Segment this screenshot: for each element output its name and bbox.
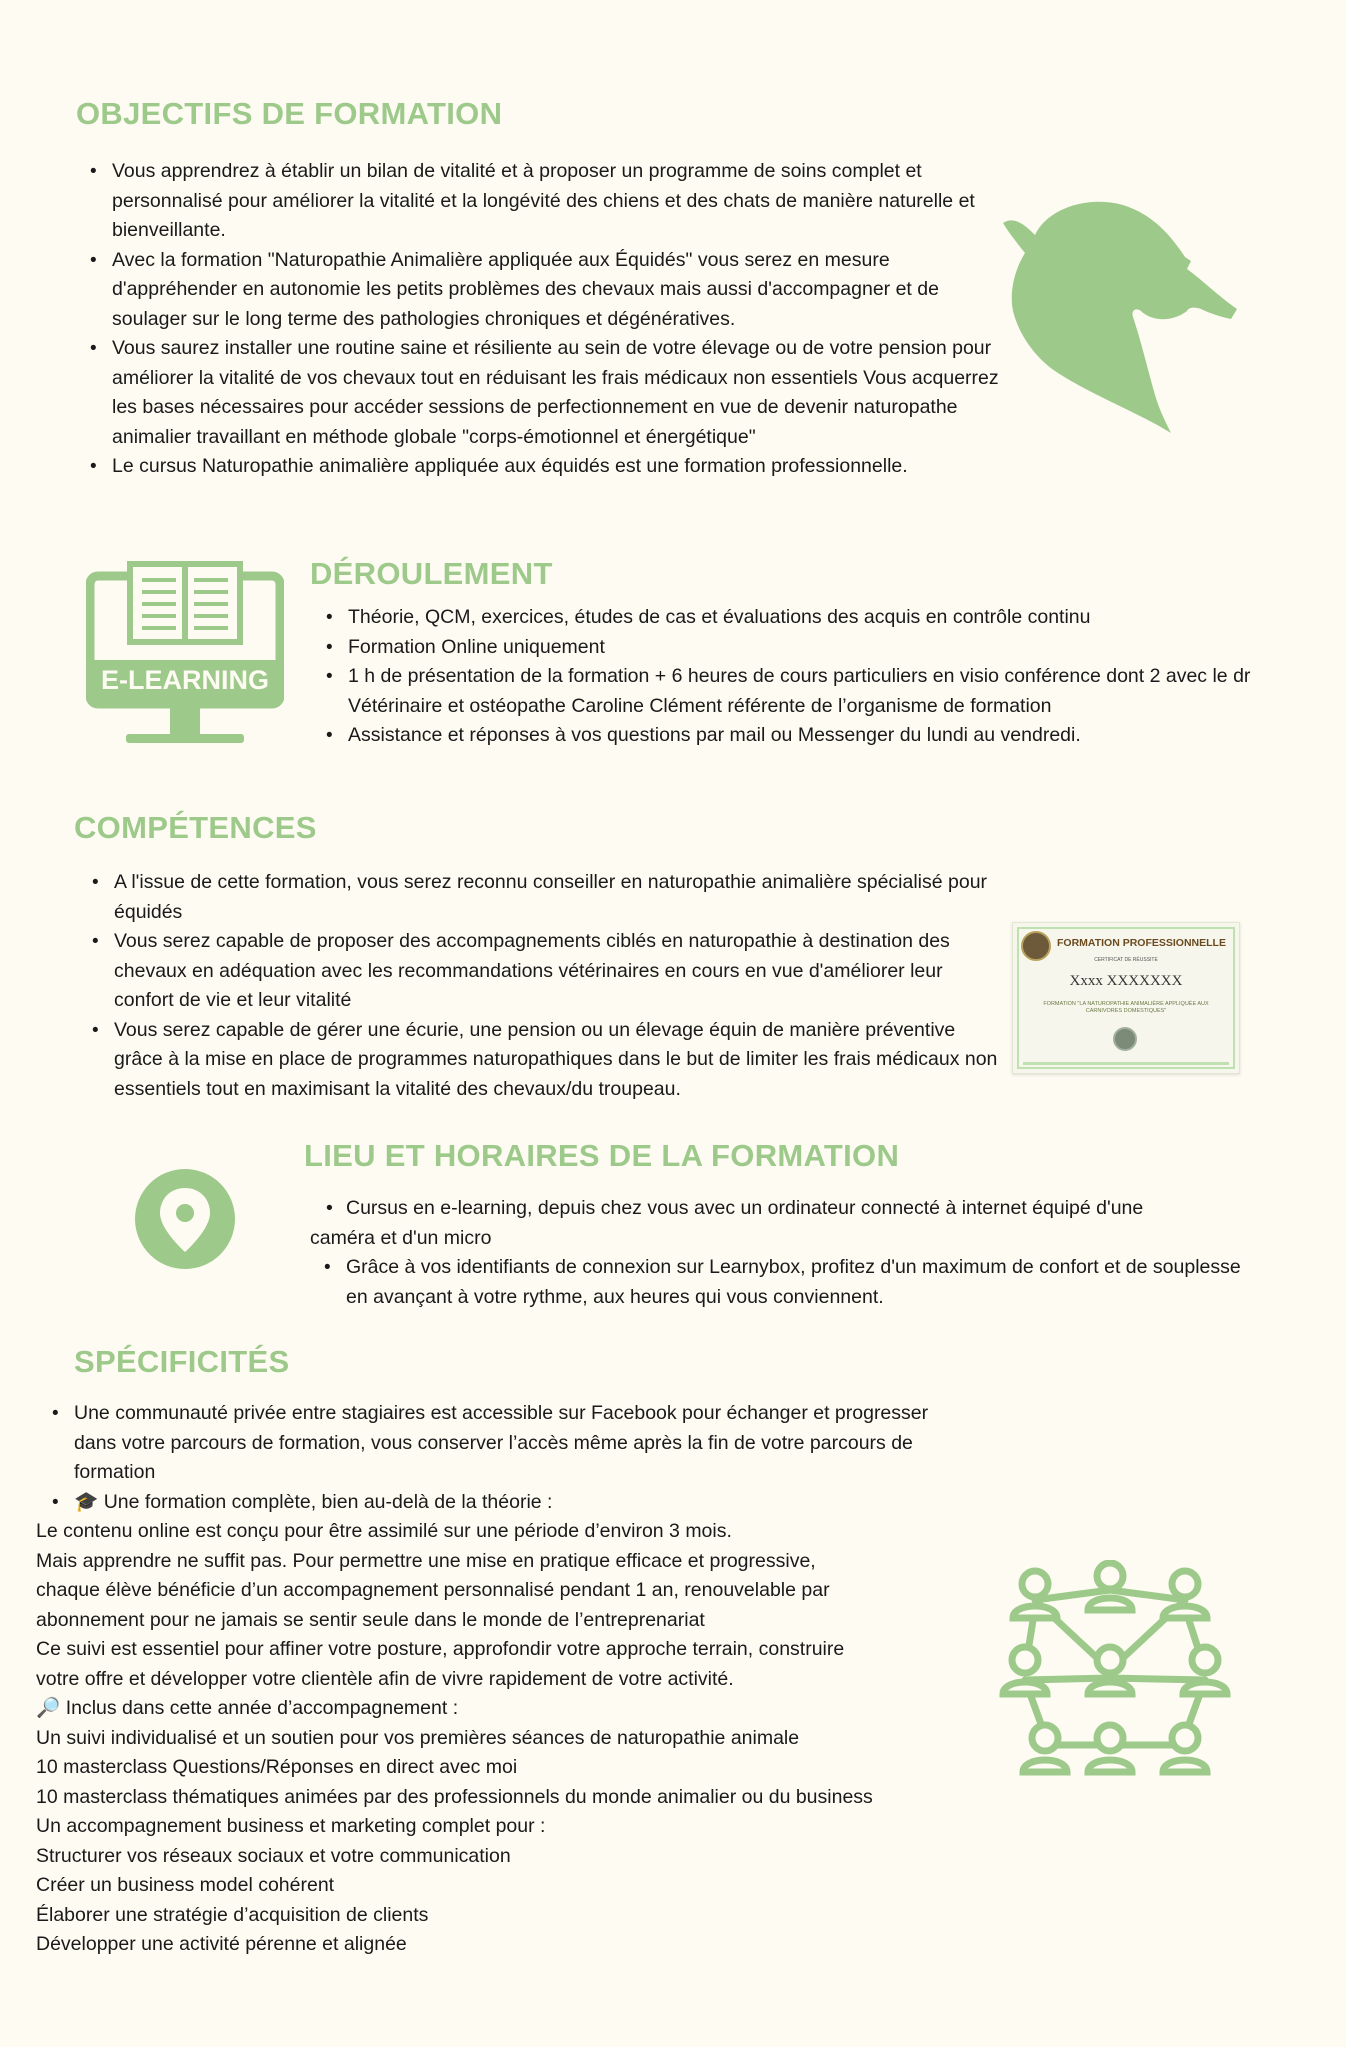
certificate-heading: FORMATION PROFESSIONNELLE	[1057, 937, 1226, 949]
list-item: • Vous saurez installer une routine saine et résiliente au sein de votre élevage ou de votre pension pour améliorer la vitalité de vos chevaux tout en réduisant les frais médicaux non essentiels Vous acquerrez les bases nécessaires pour accéder sessions de perfectionnement en vue de devenir naturopathe animalier travaillant en méthode globale "corps-émotionnel et énergétique"	[90, 334, 1010, 452]
lieu-list	[310, 1194, 1260, 1312]
detail-line: Le contenu online est conçu pour être assimilé sur une période d’environ 3 mois.	[36, 1520, 732, 1542]
certificate-image	[1012, 922, 1240, 1074]
e-learning-label: E-LEARNING	[101, 665, 269, 696]
list-item: • Vous serez capable de proposer des accompagnements ciblés en naturopathie à destination des chevaux en adéquation avec les recommandations vétérinaires en cours en vue d'améliorer leur confort de vie et leur vitalité	[92, 927, 1004, 1016]
specificites-details	[36, 1517, 996, 1960]
deroulement-title: DÉROULEMENT	[310, 556, 553, 591]
objectifs-title: OBJECTIFS DE FORMATION	[76, 96, 503, 131]
lieu-item-1-line-1: Cursus en e-learning, depuis chez vous avec un ordinateur connecté à internet équipé d'une	[346, 1197, 1144, 1219]
competences-title: COMPÉTENCES	[74, 810, 317, 845]
detail-line: 10 masterclass Questions/Réponses en direct avec moi	[36, 1756, 518, 1778]
list-item: • Avec la formation "Naturopathie Animalière appliquée aux Équidés" vous serez en mesure d'appréhender en autonomie les petits problèmes des chevaux mais aussi d'accompagner et de soulager sur le long terme des pathologies chroniques et dégénératives.	[90, 246, 1010, 335]
detail-line: Ce suivi est essentiel pour affiner votre posture, approfondir votre approche terrain, construire	[36, 1638, 845, 1660]
detail-line: 10 masterclass thématiques animées par des professionnels du monde animalier ou du business	[36, 1785, 873, 1808]
detail-line: Un accompagnement business et marketing complet pour :	[36, 1815, 546, 1837]
detail-line: Un suivi individualisé et un soutien pour vos premières séances de naturopathie animale	[36, 1726, 800, 1749]
objectifs-list	[90, 157, 1010, 482]
e-learning-icon	[86, 560, 284, 745]
list-item: • 🎓 Une formation complète, bien au-delà de la théorie :	[52, 1488, 932, 1518]
list-item: • Une communauté privée entre stagiaires est accessible sur Facebook pour échanger et progresser dans votre parcours de formation, vous conserver l’accès même après la fin de votre parcours de formation	[52, 1399, 932, 1488]
list-item: • A l'issue de cette formation, vous serez reconnu conseiller en naturopathie animalière spécialisé pour équidés	[92, 868, 1004, 927]
deroulement-list	[326, 603, 1256, 751]
list-item: • 1 h de présentation de la formation + 6 heures de cours particuliers en visio conférence dont 2 avec le dr Vétérinaire et ostéopathe Caroline Clément référente de l’organisme de formation	[326, 662, 1256, 721]
specificites-list	[52, 1399, 932, 1517]
specificites-title: SPÉCIFICITÉS	[74, 1344, 290, 1379]
detail-line: Élaborer une stratégie d’acquisition de clients	[36, 1903, 429, 1926]
list-item: • Vous serez capable de gérer une écurie, une pension ou un élevage équin de manière préventive grâce à la mise en place de programmes naturopathiques dans le but de limiter les frais médicaux non essentiels tout en maximisant la vitalité des chevaux/du troupeau.	[92, 1016, 1004, 1105]
detail-line: Développer une activité pérenne et alignée	[36, 1933, 407, 1955]
list-item: • Cursus en e-learning, depuis chez vous avec un ordinateur connecté à internet équipé d'une	[326, 1197, 1144, 1219]
certificate-line: FORMATION "LA NATUROPATHIE ANIMALIÈRE APPLIQUÉE AUX CARNIVORES DOMESTIQUES"	[1043, 1001, 1209, 1014]
location-pin-icon	[134, 1168, 236, 1270]
list-item: • Formation Online uniquement	[326, 633, 1256, 663]
horse-head-icon	[995, 195, 1240, 435]
list-item: • Théorie, QCM, exercices, études de cas et évaluations des acquis en contrôle continu	[326, 603, 1256, 633]
detail-line: votre offre et développer votre clientèle afin de vivre rapidement de votre activité.	[36, 1667, 734, 1690]
detail-line: abonnement pour ne jamais se sentir seule dans le monde de l’entreprenariat	[36, 1608, 705, 1631]
detail-line: chaque élève bénéficie d’un accompagnement personnalisé pendant 1 an, renouvelable par	[36, 1579, 830, 1601]
list-item: • Vous apprendrez à établir un bilan de vitalité et à proposer un programme de soins complet et personnalisé pour améliorer la vitalité et la longévité des chiens et des chats de manière naturelle et bienveillante.	[90, 157, 1010, 246]
detail-line: Créer un business model cohérent	[36, 1874, 335, 1896]
list-item: • Assistance et réponses à vos questions par mail ou Messenger du lundi au vendredi.	[326, 721, 1256, 751]
certificate-seal-icon	[1113, 1027, 1137, 1051]
detail-line: Structurer vos réseaux sociaux et votre communication	[36, 1844, 511, 1867]
competences-list	[92, 868, 1004, 1104]
certificate-name: Xxxx XXXXXXX	[1069, 973, 1183, 989]
lieu-title: LIEU ET HORAIRES DE LA FORMATION	[304, 1138, 900, 1173]
detail-line: 🔎 Inclus dans cette année d’accompagnement :	[36, 1697, 459, 1719]
network-people-icon	[995, 1560, 1235, 1800]
detail-line: Mais apprendre ne suffit pas. Pour permettre une mise en pratique efficace et progressive,	[36, 1549, 816, 1572]
list-item: • Grâce à vos identifiants de connexion sur Learnybox, profitez d'un maximum de confort et de souplesse en avançant à votre rythme, aux heures qui vous conviennent.	[324, 1253, 1260, 1312]
certificate-subheading: CERTIFICAT DE RÉUSSITE	[1094, 957, 1158, 963]
lieu-item-1-line-2: caméra et d'un micro	[310, 1226, 492, 1249]
list-item: • Le cursus Naturopathie animalière appliquée aux équidés est une formation professionnelle.	[90, 452, 1010, 482]
